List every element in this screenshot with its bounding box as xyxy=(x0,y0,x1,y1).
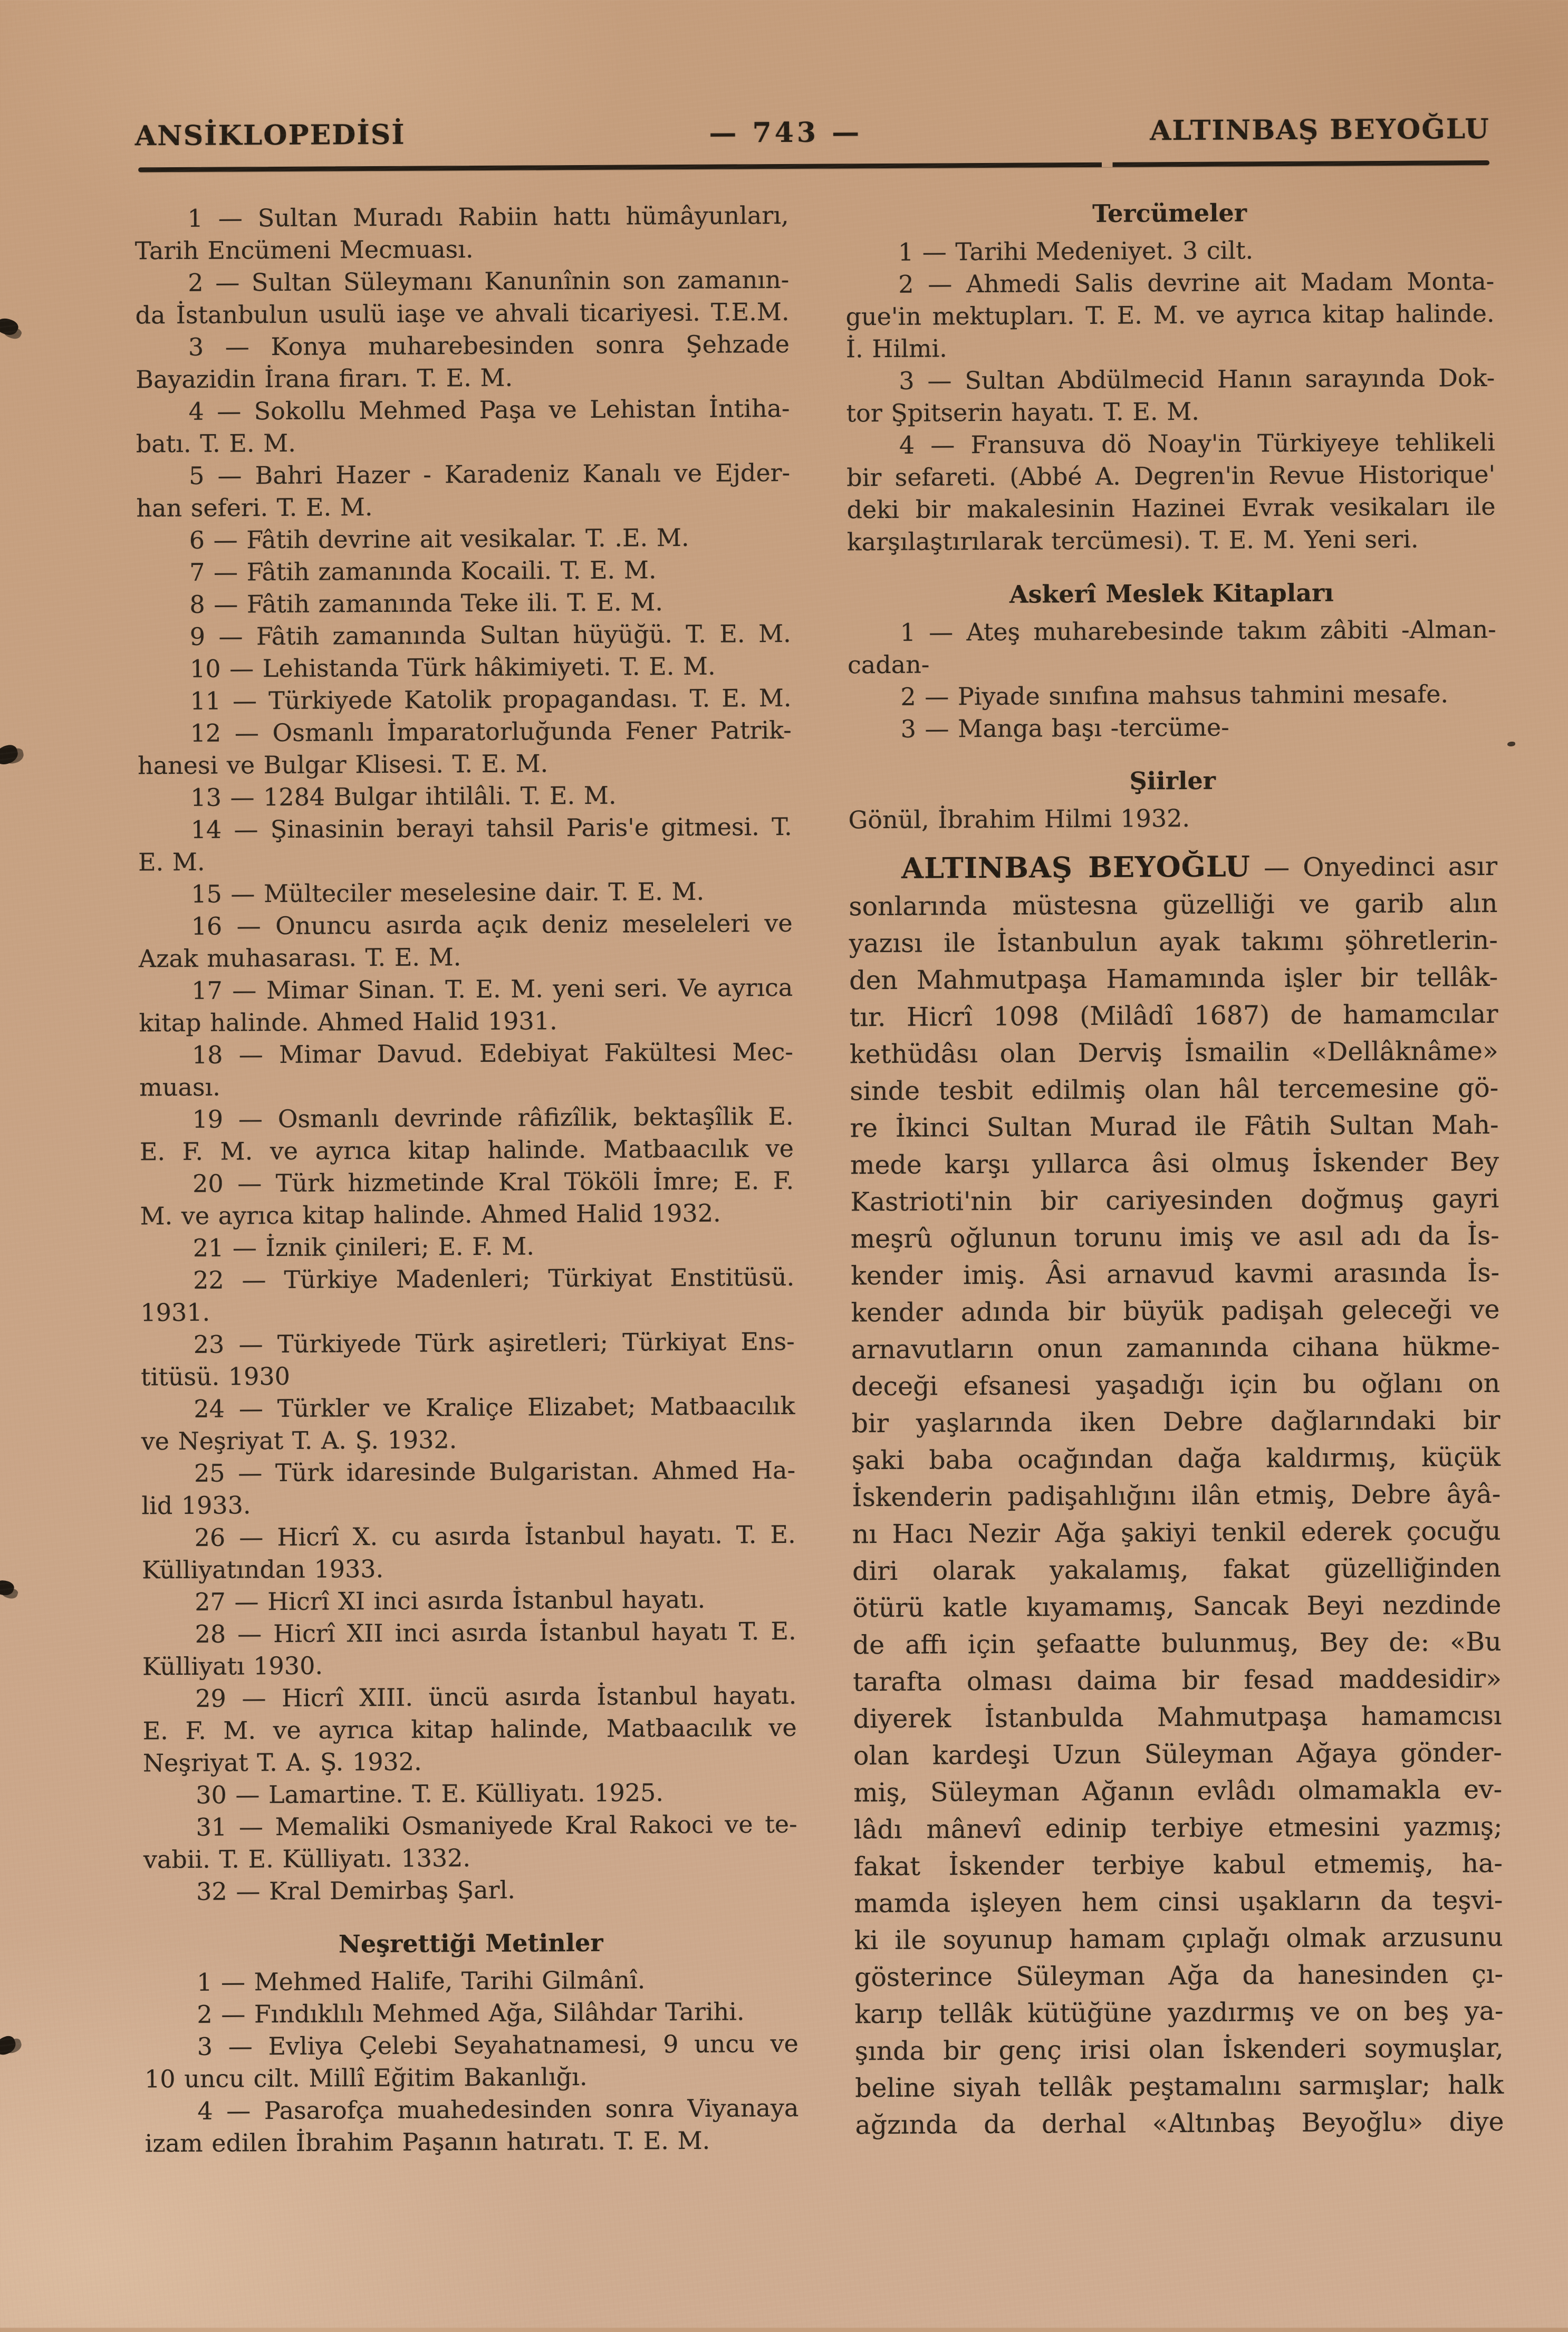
text-line: 18 — Mimar Davud. Edebiyat Fakültesi Mec- xyxy=(191,1037,794,1069)
text-line: karıp tellâk kütüğüne yazdırmış ve on beş ya- xyxy=(854,1995,1504,2030)
journal-title: ANSİKLOPEDİSİ xyxy=(134,118,406,152)
text-line: 4 — Pasarofça muahedesinden sonra Viyanaya xyxy=(197,2093,799,2125)
text-line: E. F. M. ve ayrıca kitap halinde, Matbaacılık ve xyxy=(142,1713,797,1745)
text-line: 9 — Fâtih zamanında Sultan hüyüğü. T. E. M. xyxy=(189,619,791,651)
text-line: 8 — Fâtih zamanında Teke ili. T. E. M. xyxy=(189,588,663,619)
entry-title-bold: ALTINBAŞ BEYOĞLU xyxy=(901,849,1251,885)
entry-title-header: ALTINBAŞ BEYOĞLU xyxy=(1149,112,1490,147)
text-line: re İkinci Sultan Murad ile Fâtih Sultan Mah- xyxy=(850,1109,1499,1144)
text-line: bir yaşlarında iken Debre dağlarındaki bir xyxy=(851,1405,1500,1439)
text-line: ALTINBAŞ BEYOĞLU — Onyedinci asır xyxy=(901,849,1498,885)
text-line: arnavutların onun zamanında cihana hükme- xyxy=(851,1331,1500,1365)
text-line: E. F. M. ve ayrıca kitap halinde. Matbaacılık ve xyxy=(139,1134,794,1166)
section-heading: Tercümeler xyxy=(1092,198,1247,228)
text-line: 28 — Hicrî XII inci asırda İstanbul hayatı T. E. xyxy=(195,1616,796,1648)
text-line: lid 1933. xyxy=(141,1491,251,1520)
text-line: 3 — Evliya Çelebi Seyahatnamesi, 9 uncu ve xyxy=(197,2029,799,2061)
text-line: miş, Süleyman Ağanın evlâdı olmamakla ev- xyxy=(853,1774,1503,1808)
text-line: 14 — Şinasinin berayi tahsil Paris'e gitmesi. T. xyxy=(190,812,792,844)
text-line: mede karşı yıllarca âsi olmuş İskender Bey xyxy=(850,1146,1499,1181)
text-line: Tarih Encümeni Mecmuası. xyxy=(134,235,474,265)
text-line: beline siyah tellâk peştamalını sarmışlar; halk xyxy=(855,2069,1504,2104)
text-line: deceği efsanesi yaşadığı için bu oğlanı on xyxy=(851,1368,1500,1402)
text-line: izam edilen İbrahim Paşanın hatıratı. T. E. M. xyxy=(145,2126,710,2158)
header-rule xyxy=(138,160,1489,172)
text-line: Azak muhasarası. T. E. M. xyxy=(138,943,461,973)
text-line: 20 — Türk hizmetinde Kral Tököli İmre; E. F. xyxy=(193,1166,794,1198)
text-line: sinde tesbit edilmiş olan hâl tercemesine gö- xyxy=(850,1072,1499,1107)
text-line: kender adında bir büyük padişah geleceği ve xyxy=(851,1294,1500,1328)
text-line: 22 — Türkiye Madenleri; Türkiyat Enstitüsü. xyxy=(193,1262,795,1294)
text-line: batı. T. E. M. xyxy=(136,428,296,458)
text-line: şaki baba ocağından dağa kaldırmış, küçük xyxy=(851,1442,1501,1476)
section-heading: Şiirler xyxy=(1129,766,1216,795)
text-line: tarafta olması daima bir fesad maddesidir» xyxy=(852,1663,1502,1697)
text-line: kitap halinde. Ahmed Halid 1931. xyxy=(139,1006,557,1038)
text-line: 21 — İznik çinileri; E. F. M. xyxy=(193,1232,535,1262)
text-line: sonlarında müstesna güzelliği ve garib alın xyxy=(849,888,1498,922)
text-line: deki bir makalesinin Hazinei Evrak vesikaları ile xyxy=(846,492,1496,524)
text-line: tır. Hicrî 1098 (Milâdî 1687) de hamamcılar xyxy=(849,999,1498,1033)
text-line: olan kardeşi Uzun Süleyman Ağaya gönder- xyxy=(853,1737,1503,1771)
text-line: lâdı mânevî edinip terbiye etmesini yazmış; xyxy=(853,1811,1503,1845)
text-line: 3 — Sultan Abdülmecid Hanın sarayında Dok- xyxy=(899,363,1495,395)
text-line: da İstanbulun usulü iaşe ve ahvali ticariyesi. T.E.M. xyxy=(135,297,790,330)
text-line: 2 — Sultan Süleymanı Kanunînin son zamanın- xyxy=(188,265,790,297)
text-line: M. ve ayrıca kitap halinde. Ahmed Halid 1932. xyxy=(140,1198,721,1231)
text-line: cadan- xyxy=(847,650,930,679)
text-line: 10 uncu cilt. Millî Eğitim Bakanlığı. xyxy=(144,2062,588,2094)
text-line: 27 — Hicrî XI inci asırda İstanbul hayatı. xyxy=(195,1585,706,1616)
text-line: 19 — Osmanlı devrinde râfizîlik, bektaşîlik E. xyxy=(192,1101,794,1134)
section-heading: Askerî Meslek Kitapları xyxy=(1009,578,1334,609)
left-column xyxy=(134,199,799,2160)
text-line: Neşriyat T. A. Ş. 1932. xyxy=(142,1747,422,1778)
text-line: karşılaştırılarak tercümesi). T. E. M. Yeni seri. xyxy=(846,524,1419,556)
text-line: 25 — Türk idaresinde Bulgaristan. Ahmed Ha- xyxy=(194,1455,796,1488)
text-line: 11 — Türkiyede Katolik propagandası. T. E. M. xyxy=(190,683,792,715)
text-line: nı Hacı Nezir Ağa şakiyi tenkil ederek çocuğu xyxy=(852,1515,1501,1550)
text-line: Bayazidin İrana firarı. T. E. M. xyxy=(136,363,513,394)
text-line: 32 — Kral Demirbaş Şarl. xyxy=(196,1875,516,1906)
text-line: hanesi ve Bulgar Klisesi. T. E. M. xyxy=(137,749,549,780)
text-line: 3 — Manga başı -tercüme- xyxy=(900,713,1229,743)
text-line: Külliyatı 1930. xyxy=(142,1651,323,1681)
text-line: kender imiş. Âsi arnavud kavmi arasında İs- xyxy=(850,1257,1500,1291)
text-line: İ. Hilmi. xyxy=(845,334,947,363)
text-line: 5 — Bahri Hazer - Karadeniz Kanalı ve Ejder- xyxy=(189,458,791,490)
text-line: 2 — Ahmedi Salis devrine ait Madam Monta- xyxy=(898,266,1495,299)
text-line: 17 — Mimar Sinan. T. E. M. yeni seri. Ve ayrıca xyxy=(191,973,793,1005)
text-line: E. M. xyxy=(138,847,205,877)
text-line: kethüdâsı olan Derviş İsmailin «Dellâknâme» xyxy=(849,1035,1499,1070)
section-heading: Neşrettiği Metinler xyxy=(338,1928,603,1959)
text-line: 16 — Onuncu asırda açık deniz meseleleri ve xyxy=(191,908,793,941)
text-line: 7 — Fâtih zamanında Kocaili. T. E. M. xyxy=(189,555,657,587)
text-line: 29 — Hicrî XIII. üncü asırda İstanbul hayatı. xyxy=(195,1681,797,1713)
text-line: 23 — Türkiyede Türk aşiretleri; Türkiyat Ens- xyxy=(193,1327,795,1359)
text-line: 13 — 1284 Bulgar ihtilâli. T. E. M. xyxy=(190,781,617,812)
text-line: muası. xyxy=(139,1072,220,1102)
text-line: diyerek İstanbulda Mahmutpaşa hamamcısı xyxy=(853,1700,1502,1734)
text-line: şında bir genç irisi olan İskenderi soymuşlar, xyxy=(854,2032,1504,2067)
text-line: vabii. T. E. Külliyatı. 1332. xyxy=(143,1844,471,1874)
text-line: 1 — Ateş muharebesinde takım zâbiti -Alman- xyxy=(900,615,1496,647)
text-line: yazısı ile İstanbulun ayak takımı şöhretlerin- xyxy=(849,925,1498,959)
text-line: 2 — Fındıklılı Mehmed Ağa, Silâhdar Tarihi. xyxy=(197,1997,745,2029)
page-number: — 743 — xyxy=(709,116,863,149)
text-line: den Mahmutpaşa Hamamında işler bir tellâk- xyxy=(849,962,1498,996)
text-line: ki ile soyunup hamam çıplağı olmak arzusunu xyxy=(854,1922,1503,1956)
text-line: 6 — Fâtih devrine ait vesikalar. T. .E. M. xyxy=(189,523,689,554)
text-line: İskenderin padişahlığını ilân etmiş, Debre âyâ- xyxy=(852,1479,1501,1513)
text-line: 31 — Memaliki Osmaniyede Kral Rakoci ve te- xyxy=(196,1809,797,1841)
text-line: 12 — Osmanlı İmparatorluğunda Fener Patrik- xyxy=(190,715,792,747)
text-line: bir sefareti. (Abbé A. Degren'in Revue Historique' xyxy=(846,459,1496,492)
text-line: 24 — Türkler ve Kraliçe Elizabet; Matbaacılık xyxy=(194,1391,795,1423)
text-line: 1931. xyxy=(140,1298,210,1327)
text-line: 3 — Konya muharebesinden sonra Şehzade xyxy=(188,329,790,361)
text-line: 1 — Mehmed Halife, Tarihi Gilmânî. xyxy=(196,1965,646,1997)
bibliography-sections xyxy=(845,196,1497,836)
text-line: 30 — Lamartine. T. E. Külliyatı. 1925. xyxy=(196,1778,664,1809)
text-line: 4 — Sokollu Mehmed Paşa ve Lehistan İntiha- xyxy=(188,394,790,426)
running-header xyxy=(0,0,1562,152)
text-line: de affı için şefaatte bulunmuş, Bey de: «Bu xyxy=(852,1626,1502,1661)
text-line: tor Şpitserin hayatı. T. E. M. xyxy=(846,397,1200,428)
text-line: 1 — Tarihi Medeniyet. 3 cilt. xyxy=(898,236,1254,266)
text-line: Kastrioti'nin bir cariyesinden doğmuş gayri xyxy=(850,1183,1499,1217)
text-line: titüsü. 1930 xyxy=(140,1361,291,1391)
text-line: gösterince Süleyman Ağa da hanesinden çı- xyxy=(854,1959,1504,1993)
text-line: Külliyatından 1933. xyxy=(141,1554,384,1585)
text-line: gue'in mektupları. T. E. M. ve ayrıca kitap halinde. xyxy=(845,299,1495,331)
text-line: meşrû oğlunun torunu imiş ve asıl adı da İs- xyxy=(850,1220,1499,1254)
text-line: 2 — Piyade sınıfına mahsus tahmini mesafe. xyxy=(900,679,1449,711)
text-line: ötürü katle kıyamamış, Sancak Beyi nezdinde xyxy=(852,1589,1502,1624)
text-line: 10 — Lehistanda Türk hâkimiyeti. T. E. M. xyxy=(189,651,716,683)
text-line: Gönül, İbrahim Hilmi 1932. xyxy=(848,803,1190,834)
text-line: 26 — Hicrî X. cu asırda İstanbul hayatı. T. E. xyxy=(194,1520,796,1552)
text-line: 4 — Fransuva dö Noay'in Türkiyeye tehlikeli xyxy=(899,427,1495,459)
text-line: 15 — Mülteciler meselesine dair. T. E. M. xyxy=(191,877,705,908)
text-line: ağzında da derhal «Altınbaş Beyoğlu» diye xyxy=(855,2106,1504,2141)
text-line: 1 — Sultan Muradı Rabiin hattı hümâyunları, xyxy=(187,200,789,233)
article-altinbas-beyoglu xyxy=(849,847,1504,2144)
text-line: mamda işleyen hem cinsi uşakların da teşvi- xyxy=(854,1885,1503,1919)
right-column xyxy=(845,196,1504,2144)
text-line: fakat İskender terbiye kabul etmemiş, ha- xyxy=(853,1848,1503,1882)
text-line: ve Neşriyat T. A. Ş. 1932. xyxy=(141,1425,457,1456)
text-line: diri olarak yakalamış, fakat güzelliğinden xyxy=(852,1552,1502,1587)
text-line: han seferi. T. E. M. xyxy=(136,493,373,523)
